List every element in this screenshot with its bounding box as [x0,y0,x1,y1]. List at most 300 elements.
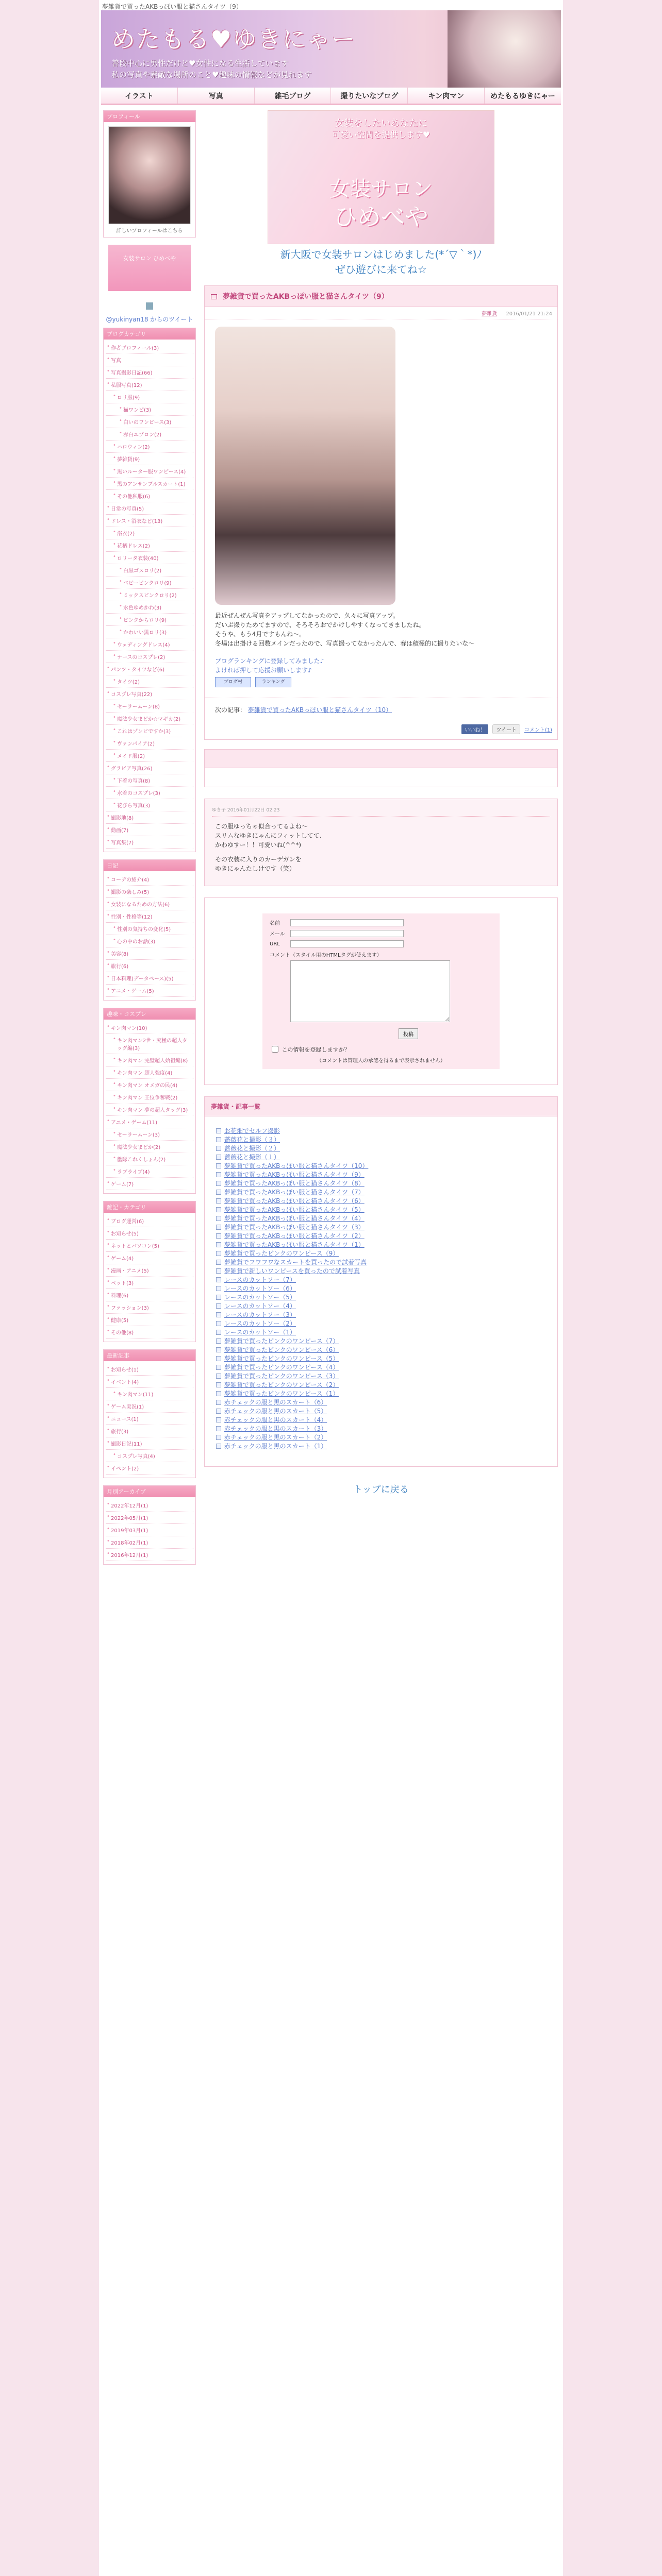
sidebar-item[interactable]: • ピンクからロリ(9) [106,614,193,626]
sidebar-item[interactable]: • ファッション(3) [106,1301,193,1314]
main-nav [101,88,561,105]
ad-hime: ひめべや [334,203,428,231]
list-item[interactable] [216,1214,546,1223]
list-item-label: 薔薇花と撮影（１） [224,1154,280,1161]
sidebar-item[interactable]: • これはゾンビですか(3) [106,725,193,737]
archive-list [104,1497,195,1564]
sidebar-item[interactable]: • キン肉マン2世・究極の超人タッグ編(3) [106,1034,193,1054]
document-icon [216,1216,221,1221]
sidebar-item[interactable]: • キン肉マン 夢の超人タッグ(3) [106,1104,193,1116]
sidebar-item[interactable]: • メイド服(2) [106,750,193,762]
nav-item-photo[interactable]: 写真 [178,88,255,104]
recent-box [103,1349,196,1478]
sidebar-item[interactable]: • 写真撮影日記(66) [106,366,193,379]
list-item-label: 夢雑貨で買ったピンクのワンピース（7） [224,1337,339,1345]
document-icon [216,1382,221,1387]
document-icon [216,1321,221,1326]
article-date: 2016/01/21 21:24 [506,311,552,317]
site-subtitle: 普段中心に男性だけど♥女性になる生活しています [111,59,289,68]
sidebar-item[interactable]: • ロリ服(9) [106,391,193,403]
sidebar-item[interactable]: • 下着の写真(8) [106,774,193,787]
sidebar-item[interactable]: • ウェディングドレス(4) [106,638,193,651]
list-item[interactable] [216,1249,546,1258]
list-item[interactable] [216,1293,546,1302]
sidebar-item[interactable]: • 写真 [106,354,193,366]
sidebar-item[interactable]: • セーラームーン(3) [106,1128,193,1141]
comment-line: ゆきにゃんたしけです（笑） [215,865,295,872]
article-text: 最近ぜんぜん写真をアップしてなかったので、久々に写真アップ。 [215,612,400,619]
column-head: 日記 [104,860,195,871]
categories-head: ブログカテゴリ [104,328,195,340]
sidebar-item[interactable]: • 性別・性格等(12) [106,910,193,923]
list-item[interactable] [216,1354,546,1363]
article-photo[interactable] [215,327,395,605]
sidebar-item[interactable]: • ゲーム実況(1) [106,1400,193,1413]
document-icon [216,1268,221,1274]
sidebar-item[interactable]: • 白いのワンピース(3) [106,416,193,428]
sidebar-item[interactable]: • ゲーム(4) [106,1252,193,1264]
list-item-label: 夢雑貨で買ったピンクのワンピース（1） [224,1390,339,1397]
document-icon [216,1365,221,1370]
list-item-label: 夢雑貨で買ったピンクのワンピース（5） [224,1355,339,1362]
sidebar-item[interactable]: • ゲーム(7) [106,1178,193,1190]
sidebar-item[interactable]: • ヴァンパイア(2) [106,737,193,750]
category-list [104,340,195,852]
column-box [103,859,196,1001]
sidebar-item[interactable]: • キン肉マン 超人強度(4) [106,1066,193,1079]
back-to-top-link[interactable]: トップに戻る [353,1484,409,1495]
categories-box [103,328,196,852]
list-item[interactable] [216,1346,546,1354]
document-icon [216,1172,221,1177]
remember-label: この情報を登録しますか？ [282,1046,350,1053]
list-item-label: 夢雑貨で新しいワンピースを買ったので試着写真 [224,1267,360,1275]
rank-prompt-2[interactable]: よければ押して応援お願いします♪ [215,667,312,674]
sidebar-item[interactable]: • 花柄ドレス(2) [106,539,193,552]
sidebar-item[interactable]: • 作者プロフィール(3) [106,342,193,354]
list-item[interactable] [216,1284,546,1293]
sidebar-item[interactable]: • 日常の写真(5) [106,502,193,515]
profile-box [103,110,196,238]
list-item[interactable] [216,1442,546,1451]
sidebar-item[interactable]: • 私服写真(12) [106,379,193,391]
sidebar-item[interactable]: • 赤白エプロン(2) [106,428,193,440]
document-icon [216,1330,221,1335]
email-label: メール [270,931,285,937]
sidebar-item[interactable]: • 2022年12月(1) [106,1499,193,1512]
document-icon [216,1163,221,1168]
nav-item-blog[interactable]: 雑毛ブログ [255,88,332,104]
sidebar-item[interactable]: • キン肉マン オメガの民(4) [106,1079,193,1091]
sidebar-item[interactable]: • 旅行(3) [106,1425,193,1437]
sidebar-item[interactable]: • コスプレ写真(4) [106,1450,193,1462]
sidebar-item[interactable]: • 艦隊これくしょん(2) [106,1153,193,1165]
sidebar-item[interactable]: • 撮影日記(11) [106,1437,193,1450]
document-icon [216,1190,221,1195]
site-subtitle-2: 私の写真や素敵な場所のこと♥趣味の情報などが見れます [111,70,312,79]
document-icon [216,1260,221,1265]
sidebar-item[interactable]: • 女装になるための方法(6) [106,898,193,910]
main-content [204,110,558,1572]
sidebar-item[interactable]: • 性別の気持ちの変化(5) [106,923,193,935]
salon-badge[interactable]: 女装サロン ひめべや [108,245,191,291]
image-placeholder-icon [146,302,153,310]
list-item[interactable] [216,1267,546,1276]
remember-row [270,1044,492,1054]
sidebar-item[interactable]: • その他(8) [106,1326,193,1338]
document-icon [216,1128,221,1133]
sidebar-item[interactable]: • 浴衣(2) [106,527,193,539]
nav-item-photo-blog[interactable]: 撮りたいなブログ [331,88,408,104]
trackback-head [205,750,557,768]
list-item[interactable] [216,1127,546,1136]
sidebar-item[interactable]: • 2016年12月(1) [106,1549,193,1561]
salon-ad[interactable] [204,110,558,276]
sidebar-item[interactable]: • コーデの紹介(4) [106,873,193,886]
next-article-label: 次の記事： [215,706,246,714]
list-item-label: 夢雑貨で買ったAKBっぽい服と猫さんタイツ（10） [224,1162,369,1170]
sidebar-item[interactable]: • ミックスピンクロリ(2) [106,589,193,601]
misc-box [103,1201,196,1342]
list-item[interactable] [216,1407,546,1416]
list-item-label: 夢雑貨で買ったピンクのワンピース（3） [224,1372,339,1380]
document-icon [216,1198,221,1204]
hobby-list [104,1020,195,1193]
list-item-label: 赤チェックの服と黒のスカート（1） [224,1443,327,1450]
list-item-label: 夢雑貨で買ったピンクのワンピース（6） [224,1346,339,1353]
list-item-label: レースのカットソー（6） [224,1285,296,1292]
sidebar-item[interactable]: • ロリータ衣装(40) [106,552,193,564]
sidebar-item[interactable]: • ブログ運営(6) [106,1215,193,1227]
name-field[interactable] [290,919,404,926]
sidebar-item[interactable]: • 猫ワンピ(3) [106,403,193,416]
nav-item-metamoru[interactable]: めたもるゆきにゃー [485,88,561,104]
list-item[interactable] [216,1416,546,1425]
sidebar-item[interactable]: • ハロウィン(2) [106,440,193,453]
sidebar-item[interactable]: • 花びら写真(3) [106,799,193,811]
sidebar [103,110,196,1572]
document-icon [216,1295,221,1300]
list-item-label: 夢雑貨で買ったAKBっぽい服と猫さんタイツ（3） [224,1224,365,1231]
list-item-label: 赤チェックの服と黒のスカート（5） [224,1408,327,1415]
twitter-link[interactable]: @yukinyan18 からのツイート [106,316,193,323]
list-item-label: 夢雑貨で買ったAKBっぽい服と猫さんタイツ（7） [224,1189,365,1196]
list-item-label: レースのカットソー（5） [224,1294,296,1301]
twitter-box [103,296,196,328]
sidebar-item[interactable]: • 夢雑貨(9) [106,453,193,465]
comment-count-link[interactable]: コメント(1) [524,727,552,733]
article-text: そうや、もう4月ですもんね〜。 [215,631,306,638]
sidebar-item[interactable]: • お知らせ(1) [106,1363,193,1376]
sidebar-item[interactable]: • キン肉マン 王位争奪戦(2) [106,1091,193,1104]
document-icon [216,1417,221,1422]
comment-line: その衣装に入りのカーデガンを [215,856,302,863]
next-article-link[interactable]: 夢雑貨で買ったAKBっぽい服と猫さんタイツ（10） [247,706,392,714]
sidebar-item[interactable]: • コスプレ写真(22) [106,688,193,700]
sidebar-item[interactable]: • 撮影地(8) [106,811,193,824]
sidebar-item[interactable]: • アニメ・ゲーム(5) [106,985,193,997]
document-icon [216,1303,221,1309]
list-item-label: 赤チェックの服と黒のスカート（2） [224,1434,327,1441]
tweet-button[interactable]: ツイート [492,724,520,734]
list-item[interactable] [216,1153,546,1162]
article [204,285,558,740]
list-item-label: 夢雑貨で買ったピンクのワンピース（2） [224,1381,339,1388]
archive-head: 月別アーカイブ [104,1486,195,1497]
list-item-label: 夢雑貨で買ったAKBっぽい服と猫さんタイツ（2） [224,1232,365,1240]
article-icon [211,294,217,299]
misc-list [104,1213,195,1342]
sidebar-item[interactable]: • 動画(7) [106,824,193,836]
list-item[interactable] [216,1389,546,1398]
comment-text [212,817,550,878]
document-icon [216,1233,221,1239]
rank-button-blogmura[interactable]: ブログ村 [215,677,251,687]
recent-head: 最新記事 [104,1350,195,1361]
list-item-label: 赤チェックの服と黒のスカート（3） [224,1425,327,1432]
rank-buttons [205,675,557,689]
sidebar-item[interactable]: • 2018年02月(1) [106,1536,193,1549]
document-icon [216,1286,221,1291]
list-item[interactable] [216,1179,546,1188]
article-title-bar [205,286,557,307]
nav-item-illust[interactable]: イラスト [101,88,178,104]
document-icon [216,1155,221,1160]
document-icon [216,1251,221,1256]
sidebar-item[interactable]: • キン肉マン(10) [106,1022,193,1034]
sidebar-item[interactable]: • 2022年05月(1) [106,1512,193,1524]
document-icon [216,1435,221,1440]
list-item[interactable] [216,1311,546,1319]
comment-line: スリムなゆきにゃんにフィットしてて、 [215,832,326,839]
sidebar-item[interactable]: • 水着のコスプレ(3) [106,787,193,799]
list-item-label: レースのカットソー（1） [224,1329,296,1336]
list-item[interactable] [216,1188,546,1197]
sidebar-item[interactable]: • タイツ(2) [106,675,193,688]
comment-form [262,913,500,1069]
document-icon [216,1181,221,1186]
list-item[interactable] [216,1337,546,1346]
list-item[interactable] [216,1162,546,1171]
sidebar-item[interactable]: • イベント(2) [106,1462,193,1475]
profile-caption[interactable]: 詳しいプロフィールはこちら [116,228,183,234]
sidebar-item[interactable]: • 日本料理(データベース)(5) [106,972,193,985]
sidebar-item[interactable]: • 旅行(6) [106,960,193,972]
site-banner[interactable] [101,10,561,88]
name-label: 名前 [270,921,280,926]
sidebar-item[interactable]: • グラビア写真(26) [106,762,193,774]
document-icon [216,1400,221,1405]
sidebar-item[interactable]: • ドレス・浴衣など(13) [106,515,193,527]
sidebar-item[interactable]: • ペット(3) [106,1277,193,1289]
article-body [205,611,557,675]
document-icon [216,1207,221,1212]
sidebar-item[interactable]: • 魔法少女まどか(2) [106,1141,193,1153]
salon-ad-image[interactable] [268,110,494,244]
comment-line: かわゆすー！！可愛いね(^^*) [215,841,302,849]
sidebar-item[interactable]: • 撮影の楽しみ(5) [106,886,193,898]
sidebar-item[interactable]: • パンツ・タイツなど(6) [106,663,193,675]
list-item[interactable] [216,1363,546,1372]
list-item-label: お花畑でセルフ撮影 [224,1127,280,1134]
list-item-label: 夢雑貨で買ったAKBっぽい服と猫さんタイツ（8） [224,1180,365,1187]
page [99,0,563,2576]
banner-photo [448,10,561,88]
article-meta [205,307,557,319]
document-icon [216,1347,221,1352]
hobby-box [103,1008,196,1194]
sidebar-item[interactable]: • ニュース(1) [106,1413,193,1425]
sidebar-item[interactable]: • 健康(5) [106,1314,193,1326]
document-icon [216,1312,221,1317]
list-item[interactable] [216,1381,546,1389]
document-icon [216,1242,221,1247]
comment-meta: ゆき子 2016年01月22日 02:23 [212,806,550,817]
list-item-label: 夢雑貨で買ったピンクのワンピース（9） [224,1250,339,1257]
list-item[interactable] [216,1398,546,1407]
document-icon [216,1444,221,1449]
url-field[interactable] [290,940,404,947]
profile-photo[interactable] [108,126,191,224]
list-item[interactable] [216,1232,546,1241]
list-item[interactable] [216,1276,546,1284]
article-title[interactable]: 夢雑貨で買ったAKBっぽい服と猫さんタイツ（9） [222,293,389,301]
sidebar-item[interactable]: • 黒のアンサンブルスカート(1) [106,478,193,490]
sidebar-item[interactable]: • ナースのコスプレ(2) [106,651,193,663]
list-item[interactable] [216,1372,546,1381]
list-item-label: 夢雑貨で買ったAKBっぽい服と猫さんタイツ（1） [224,1241,365,1248]
list-item[interactable] [216,1241,546,1249]
list-item-label: 夢雑貨で買ったAKBっぽい服と猫さんタイツ（9） [224,1171,365,1178]
sidebar-item[interactable]: • キン肉マン 完璧超人始祖編(8) [106,1054,193,1066]
next-article [205,698,557,721]
list-item-label: 赤チェックの服と黒のスカート（6） [224,1399,327,1406]
list-item[interactable] [216,1136,546,1144]
list-item-label: 夢雑貨で買ったAKBっぽい服と猫さんタイツ（4） [224,1215,365,1222]
nav-item-kinnikuman[interactable]: キン肉マン [408,88,485,104]
document-icon [216,1374,221,1379]
document-icon [216,1338,221,1344]
document-icon [216,1409,221,1414]
facebook-like-button[interactable]: いいね！ [461,724,488,734]
misc-head: 雑記・カテゴリ [104,1201,195,1213]
remember-checkbox[interactable] [272,1046,278,1053]
ad-salon: 女装サロン [329,177,433,201]
sidebar-item[interactable]: • アニメ・ゲーム(11) [106,1116,193,1128]
list-item[interactable] [216,1197,546,1206]
list-item[interactable] [216,1206,546,1214]
sidebar-item[interactable]: • 魔法少女まどか☆マギカ(2) [106,713,193,725]
sidebar-item[interactable]: • イベント(4) [106,1376,193,1388]
list-item[interactable] [216,1258,546,1267]
sidebar-item[interactable]: • 写真集(7) [106,836,193,849]
list-item-label: レースのカットソー（7） [224,1276,296,1283]
comment-form-box [204,897,558,1085]
list-item[interactable] [216,1328,546,1337]
ad-line-1: 女装をしたいあなたに [335,118,427,129]
list-item[interactable] [216,1302,546,1311]
sidebar-item[interactable]: • お知らせ(5) [106,1227,193,1240]
article-list-head [205,1097,557,1116]
sidebar-item[interactable]: • 漫画・アニメ(5) [106,1264,193,1277]
sidebar-item[interactable]: • その他私服(6) [106,490,193,502]
sidebar-item[interactable]: • かわいい黒ロリ(3) [106,626,193,638]
trackback-box [204,749,558,787]
email-field[interactable] [290,930,404,937]
article-text: 冬場は出掛ける回数メインだったので、写真撮ってなかったんで、春は積極的に撮りたいな〜 [215,640,475,647]
sidebar-item[interactable]: • 水色ゆめかわ(3) [106,601,193,614]
sidebar-item[interactable]: • ネットとパソコン(5) [106,1240,193,1252]
list-item-label: 赤チェックの服と黒のスカート（4） [224,1416,327,1423]
document-icon [216,1137,221,1142]
hobby-head: 趣味・コスプレ [104,1008,195,1020]
list-item-label: 夢雑貨で買ったAKBっぽい服と猫さんタイツ（6） [224,1197,365,1205]
list-item[interactable] [216,1144,546,1153]
recent-list [104,1361,195,1478]
column-list [104,871,195,1000]
list-item[interactable] [216,1171,546,1179]
list-item[interactable] [216,1319,546,1328]
ad-text-2[interactable]: ぜひ遊びに来てね☆ [335,263,427,276]
rank-button-ranking[interactable]: ランキング [255,677,291,687]
ad-text-1[interactable]: 新大阪で女装サロンはじめました(*´▽｀*)ﾉ [280,248,482,261]
list-item[interactable] [216,1223,546,1232]
form-note: （コメントは管理人の承認を得るまで表示されません） [317,1058,445,1064]
article-category[interactable]: 夢雑貨 [482,311,498,317]
comment-textarea[interactable] [290,960,450,1022]
archive-box [103,1485,196,1565]
list-item-label: レースのカットソー（4） [224,1302,296,1310]
sidebar-item[interactable]: • 美容(8) [106,947,193,960]
comment-label: コメント（スタイル用のHTMLタグが使えます） [270,953,382,958]
trackback-body [205,768,557,787]
sidebar-item[interactable]: • 黒いルーター服ワンピース(4) [106,465,193,478]
list-item-label: 夢雑貨で買ったAKBっぽい服と猫さんタイツ（5） [224,1206,365,1213]
list-item-label: レースのカットソー（2） [224,1320,296,1327]
comment-box [204,799,558,886]
page-top-title: 夢雑貨で買ったAKBっぽい服と猫さんタイツ（9） [99,0,563,10]
rank-prompt[interactable]: ブログランキングに登録してみました♪ [215,657,324,665]
sidebar-item[interactable]: • 心の中のお話(3) [106,935,193,947]
site-title: めたもる♥ゆきにゃー [111,25,356,53]
article-text: だいぶ撮りためてますので、そろそろおでかけしやすくなってきましたね。 [215,621,425,629]
document-icon [216,1277,221,1282]
sidebar-item[interactable]: • ラブライブ(4) [106,1165,193,1178]
list-item-label: 薔薇花と撮影（２） [224,1145,280,1152]
sidebar-item[interactable]: • 白黒ゴスロリ(2) [106,564,193,577]
sidebar-item[interactable]: • セーラームーン(8) [106,700,193,713]
list-item[interactable] [216,1425,546,1433]
document-icon [216,1391,221,1396]
list-item[interactable] [216,1433,546,1442]
sidebar-item[interactable]: • 2019年03月(1) [106,1524,193,1536]
document-icon [216,1225,221,1230]
document-icon [216,1426,221,1431]
comment-line: この服ゆっちゃ似合ってるよね〜 [215,823,308,830]
sidebar-item[interactable]: • 料理(6) [106,1289,193,1301]
sidebar-item[interactable]: • ベビーピンクロリ(9) [106,577,193,589]
share-row [205,721,557,739]
article-list-box [204,1096,558,1467]
list-item-label: 薔薇花と撮影（３） [224,1136,280,1143]
list-item-label: 夢雑貨でフワフワなスカートを買ったので試着写真 [224,1259,367,1266]
sidebar-item[interactable]: • キン肉マン(11) [106,1388,193,1400]
document-icon [216,1356,221,1361]
submit-button[interactable]: 投稿 [399,1028,418,1039]
profile-head: プロフィール [104,111,195,122]
article-list [205,1116,557,1466]
ad-line-2: 可愛い空間を提供します♥ [332,130,431,140]
